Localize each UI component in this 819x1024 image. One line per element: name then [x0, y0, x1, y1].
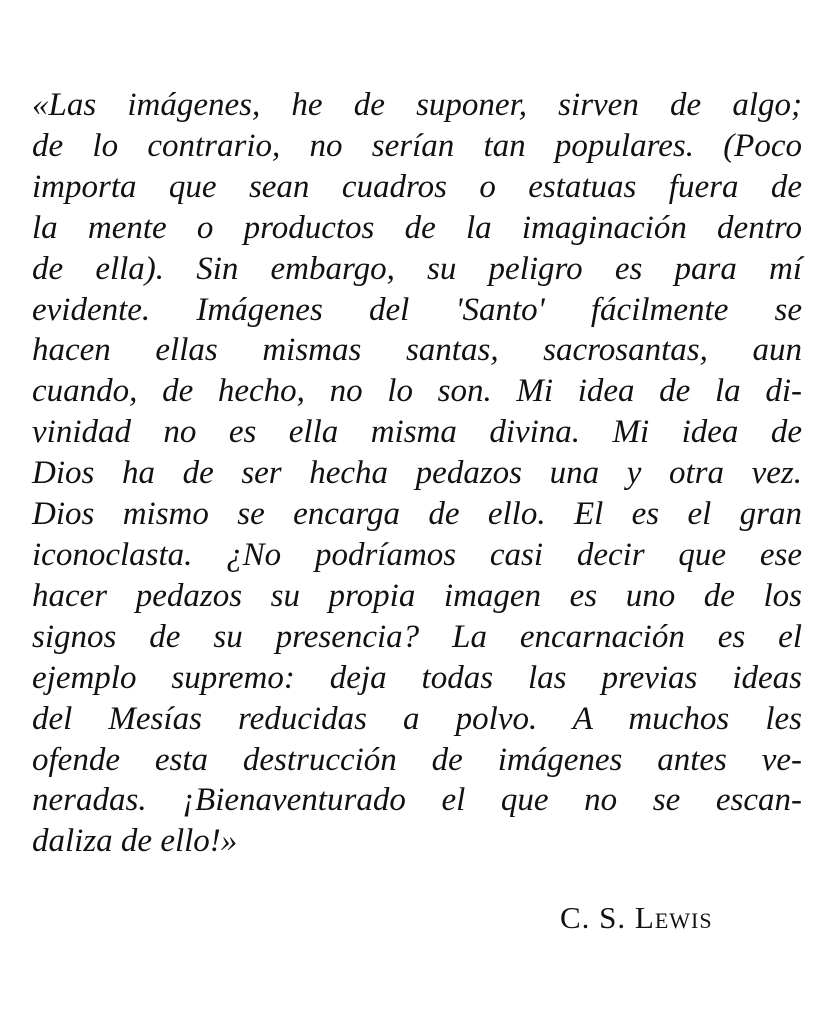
quote-line: neradas. ¡Bienaventurado el que no se escan- [32, 782, 802, 819]
quote-line: hacer pedazos su propia imagen es uno de los [32, 577, 802, 614]
quote-line: Dios ha de ser hecha pedazos una y otra vez. [32, 455, 802, 492]
quote-line: hacen ellas mismas santas, sacrosantas, aun [32, 332, 802, 369]
quote-line: signos de su presencia? La encarnación es el [32, 618, 802, 655]
quote-line: evidente. Imágenes del 'Santo' fácilmente se [32, 291, 802, 328]
quote-line: ofende esta destrucción de imágenes antes ve- [32, 741, 802, 778]
quote-line: vinidad no es ella misma divina. Mi idea de [32, 414, 802, 451]
quote-line: iconoclasta. ¿No podríamos casi decir que ese [32, 536, 802, 573]
quote-line: de ella). Sin embargo, su peligro es para mí [32, 250, 802, 287]
quote-line: ejemplo supremo: deja todas las previas ideas [32, 659, 802, 696]
quote-line: la mente o productos de la imaginación dentro [32, 209, 802, 246]
quote-line: de lo contrario, no serían tan populares. (Poco [32, 127, 802, 164]
quote-line: Dios mismo se encarga de ello. El es el gran [32, 496, 802, 533]
quote-line: daliza de ello!» [32, 823, 238, 860]
quotation-text [32, 85, 802, 862]
quote-line: «Las imágenes, he de suponer, sirven de algo; [32, 87, 802, 123]
author-attribution: C. S. Lewis [560, 900, 713, 935]
quote-line: cuando, de hecho, no lo son. Mi idea de la di- [32, 373, 802, 410]
quote-line: importa que sean cuadros o estatuas fuera de [32, 168, 802, 205]
quote-line: del Mesías reducidas a polvo. A muchos les [32, 700, 802, 737]
